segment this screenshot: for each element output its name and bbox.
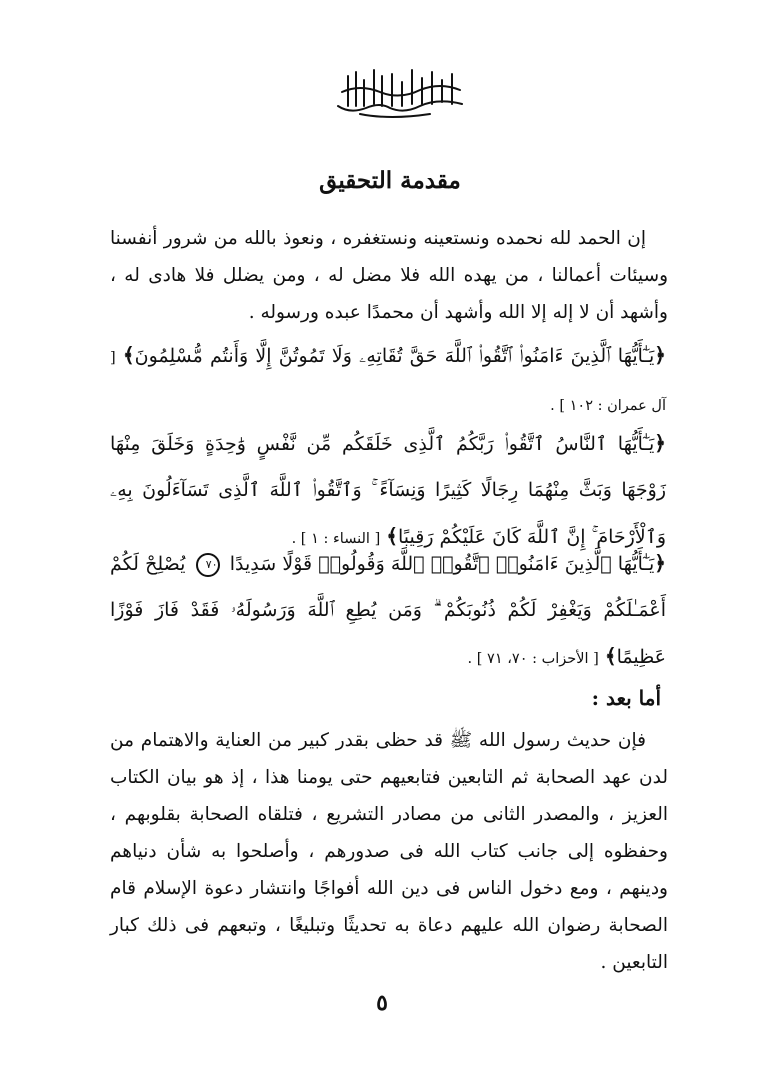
intro-text: إن الحمد لله نحمده ونستعينه ونستغفره ، ونعوذ بالله من شرور أنفسنا وسيئات أعمالنا ، من يهده الله فلا مضل له ، ومن يضلل فلا هادى له ، وأشهد أن لا إله إلا الله وأشهد أن محمدًا عبده ورسوله . xyxy=(110,228,668,323)
verse-text: يَـٰٓأَيُّهَا ٱلَّذِينَ ءَامَنُوا۟ ٱتَّقُوا۟ ٱللَّهَ حَقَّ تُقَاتِهِۦ وَلَا تَمُوتُنَّ إِلَّا وَأَنتُم مُّسْلِمُونَ xyxy=(134,345,655,367)
verse-close-bracket: ﴾ xyxy=(386,524,398,548)
verse-reference: [ آل عمران : ١٠٢ ] . xyxy=(110,350,666,414)
intro-paragraph xyxy=(110,220,668,331)
page-title: مقدمة التحقيق xyxy=(319,167,461,194)
verse-reference: [ الأحزاب : ٧٠، ٧١ ] . xyxy=(467,651,599,667)
verse-close-bracket: ﴾ xyxy=(122,343,135,367)
verse-close-bracket: ﴾ xyxy=(604,644,617,668)
verse-open-bracket: ﴿ xyxy=(654,343,666,367)
body-text: فإن حديث رسول الله ﷺ قد حظى بقدر كبير من العناية والاهتمام من لدن عهد الصحابة ثم التابعين فتابعيهم حتى يومنا هذا ، إذ هو بيان الكتاب العزيز ، والمصدر الثانى من مصادر التشريع ، فتلقاه الصحابة بقلوبهم ، وحفظوه إلى جانب كتاب الله فى صدورهم ، وأصلحوا به شأن دنياهم ودينهم ، ومع دخول الناس فى دين الله أفواجًا وانتشار دعوة الإسلام قام الصحابة رضوان الله عليهم دعاة به تحديثًا وتبليغًا ، وتبعهم فى ذلك كبار التابعين . xyxy=(110,730,668,973)
quran-verse-1 xyxy=(110,332,666,429)
verse-text-part-1: يَـٰٓأَيُّهَا ٱلَّذِينَ ءَامَنُوا۟ ٱتَّقُوا۟ ٱللَّهَ وَقُولُوا۟ قَوْلًا سَدِيدًا xyxy=(229,553,655,575)
verse-reference: [ النساء : ١ ] . xyxy=(291,531,381,547)
verse-open-bracket: ﴿ xyxy=(654,551,666,575)
basmala-calligraphy xyxy=(330,62,470,120)
quran-verse-3 xyxy=(110,540,666,682)
verse-text: يَـٰٓأَيُّهَا ٱلنَّاسُ ٱتَّقُوا۟ رَبَّكُمُ ٱلَّذِى خَلَقَكُم مِّن نَّفْسٍ وَٰحِدَةٍ وَخَلَقَ مِنْهَا زَوْجَهَا وَبَثَّ مِنْهُمَا رِجَالًا كَثِيرًا وَنِسَآءً ۚ وَٱتَّقُوا۟ ٱللَّهَ ٱلَّذِى تَسَآءَلُونَ بِهِۦ وَٱلْأَرْحَامَ ۚ إِنَّ ٱللَّهَ كَانَ عَلَيْكُمْ رَقِيبًا xyxy=(110,433,666,548)
verse-number-marker: ٧٠ xyxy=(196,553,220,577)
body-paragraph xyxy=(110,722,668,981)
page-number: ٥ xyxy=(376,990,388,1016)
verse-open-bracket: ﴿ xyxy=(654,431,666,455)
verse-text-part-2: يُصْلِحْ لَكُمْ أَعْمَـٰلَكُمْ وَيَغْفِرْ لَكُمْ ذُنُوبَكُمْ ۗ وَمَن يُطِعِ ٱللَّهَ وَرَسُولَهُۥ فَقَدْ فَازَ فَوْزًا عَظِيمًا xyxy=(110,553,666,668)
section-heading: أما بعد : xyxy=(591,686,661,710)
